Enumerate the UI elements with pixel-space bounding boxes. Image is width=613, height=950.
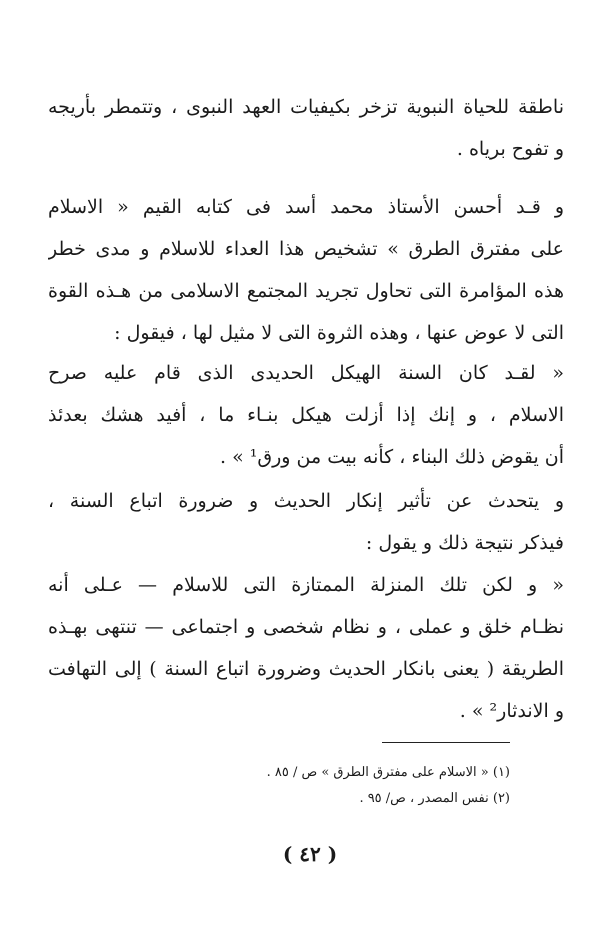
footnote-divider [382, 742, 510, 743]
text-line: هذه المؤامرة التى تحاول تجريد المجتمع الاسلامى من هـذه القوة [48, 280, 564, 302]
text-line: « لقـد كان السنة الهيكل الحديدى الذى قام عليه صرح [48, 362, 564, 384]
text-line: الطريقة ( يعنى بانكار الحديث وضرورة اتباع السنة ) إلى التهافت [48, 658, 564, 680]
footnote-2: (٢) نفس المصدر ، ص/ ٩٥ . [359, 791, 510, 806]
page-number: ( ٤٢ ) [282, 842, 338, 866]
text-line: « و لكن تلك المنزلة الممتازة التى للاسلام — عـلى أنه [48, 574, 564, 596]
paragraph-3-quote [48, 352, 564, 478]
text-line: و قـد أحسن الأستاذ محمد أسد فى كتابه القيم « الاسلام [48, 196, 564, 218]
text-line: و تفوح برياه . [456, 138, 564, 160]
text-line: فيذكر نتيجة ذلك و يقول : [365, 532, 564, 554]
paragraph-4 [48, 480, 564, 564]
text-line: أن يقوض ذلك البناء ، كأنه بيت من ورق¹ » . [220, 446, 564, 468]
footnote-1: (١) « الاسلام على مفترق الطرق » ص / ٨٥ . [266, 765, 510, 780]
footnotes [200, 760, 510, 812]
paragraph-5-quote [48, 564, 564, 732]
text-line: الاسلام ، و إنك إذا أزلت هيكل بنـاء ما ، أفيد هشك بعدئذ [48, 404, 564, 426]
text-line: التى لا عوض عنها ، وهذه الثروة التى لا مثيل لها ، فيقول : [114, 322, 564, 344]
text-line: نظـام خلق و عملى ، و نظام شخصى و اجتماعى — تنتهى بهـذه [48, 616, 564, 638]
text-line: ناطقة للحياة النبوية تزخر بكيفيات العهد النبوى ، وتتمطر بأريجه [48, 96, 564, 118]
text-line: و يتحدث عن تأثير إنكار الحديث و ضرورة اتباع السنة ، [48, 490, 564, 512]
paragraph-2 [48, 186, 564, 354]
paragraph-1 [48, 86, 564, 170]
text-line: على مفترق الطرق » تشخيص هذا العداء للاسلام و مدى خطر [48, 238, 564, 260]
text-line: و الاندثار² » . [459, 700, 564, 722]
